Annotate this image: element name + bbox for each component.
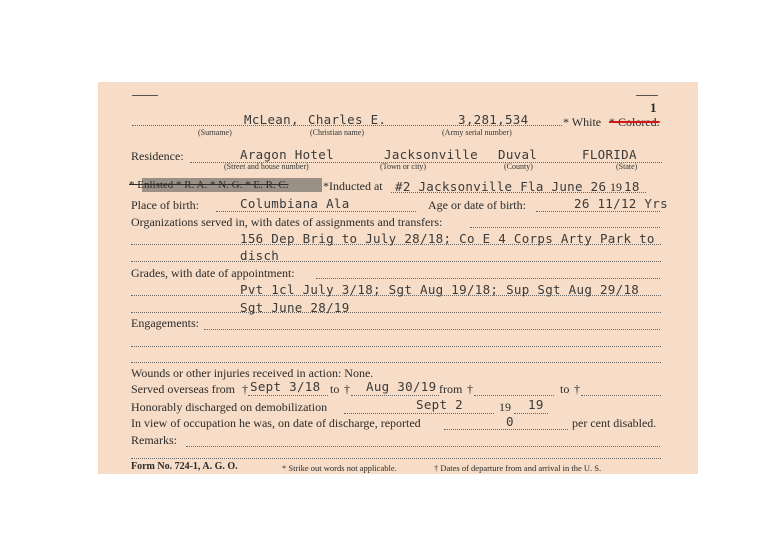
inducted-value: #2 Jacksonville Fla June 26 [395,179,607,194]
grades-line-2: Sgt June 28/19 [240,300,350,315]
card-number: 1 [650,100,657,115]
overseas-to-value: Aug 30/19 [366,379,437,394]
organizations-line-1: 156 Dep Brig to July 28/18; Co E 4 Corps Arty Park to [240,231,655,246]
footnote-strike-out: * Strike out words not applicable. [282,463,397,473]
overseas-to2-dotted-line [581,395,661,396]
organizations-line-2: disch [240,248,280,263]
organizations-dotted-line-3 [131,261,661,262]
discharge-year-prefix: 19 [499,400,511,414]
inducted-year-prefix: 19 [610,180,622,194]
overseas-to2-label: to [560,382,570,396]
inducted-label: *Inducted at [323,179,383,193]
grades-label: Grades, with date of appointment: [131,266,295,280]
race-white: * White [563,115,602,129]
disability-suffix: per cent disabled. [572,416,657,430]
organizations-dotted-line-1 [470,227,660,228]
residence-street: Aragon Hotel [240,147,334,162]
age-value: 26 11/12 Yrs [574,196,668,211]
top-right-rule [636,95,658,96]
disability-dotted-line [444,429,568,430]
race-colored-struck: * Colored. [609,115,660,129]
caption-county: (County) [504,162,533,171]
caption-christian-name: (Christian name) [310,128,364,137]
overseas-from2-dotted-line [474,395,554,396]
engagements-dotted-line-2 [131,346,661,347]
engagements-dotted-line-3 [131,362,661,363]
caption-street: (Street and house number) [224,162,309,171]
engagements-label: Engagements: [131,316,199,330]
engagements-dotted-line-1 [204,329,660,330]
discharge-label: Honorably discharged on demobilization [131,400,328,414]
overseas-to-dotted-line [351,395,439,396]
residence-county: Duval [498,147,538,162]
birthplace-label: Place of birth: [131,198,199,212]
overseas-from-value: Sept 3/18 [250,379,321,394]
overseas-label: Served overseas from [131,382,235,396]
age-label: Age or date of birth: [428,198,526,212]
disability-value: 0 [506,414,514,429]
birthplace-dotted-line [216,211,416,212]
remarks-dotted-line-2 [131,458,661,459]
disability-label: In view of occupation he was, on date of discharge, reported [131,416,421,430]
overseas-dagger-1: † [242,382,248,396]
overseas-dagger-3: † [467,382,473,396]
overseas-from-dotted-line [248,395,328,396]
overseas-from2-label: from [439,382,463,396]
caption-town: (Town or city) [380,162,427,171]
wounds-label: Wounds or other injuries received in action: None. [131,366,374,380]
age-dotted-line [536,211,660,212]
grades-dotted-line-1 [316,278,660,279]
surname-value: McLean, [244,112,299,127]
enlistment-type-struck: * Enlisted * R. A. * N. G. * E. R. C. [129,179,289,191]
caption-serial-number: (Army serial number) [442,128,512,137]
discharge-date-dotted-line [344,413,494,414]
grades-dotted-line-3 [131,312,661,313]
caption-state: (State) [616,162,638,171]
discharge-year: 19 [528,397,544,412]
footnote-dates: † Dates of departure from and arrival in the U. S. [434,463,602,473]
remarks-label: Remarks: [131,433,177,447]
caption-surname: (Surname) [198,128,232,137]
discharge-date: Sept 2 [416,397,463,412]
serial-number-value: 3,281,534 [458,112,529,127]
overseas-dagger-4: † [574,382,580,396]
remarks-dotted-line-1 [186,446,660,447]
form-number: Form No. 724-1, A. G. O. [131,461,238,472]
residence-label: Residence: [131,149,184,163]
organizations-label: Organizations served in, with dates of assignments and transfers: [131,215,443,229]
residence-state: FLORIDA [582,147,637,162]
top-left-rule [132,95,158,96]
birthplace-value: Columbiana Ala [240,196,350,211]
grades-line-1: Pvt 1cl July 3/18; Sgt Aug 19/18; Sup Sgt Aug 29/18 [240,282,640,297]
residence-town: Jacksonville [384,147,478,162]
discharge-year-dotted-line [514,413,548,414]
service-record-card [98,82,698,474]
overseas-to-label: to [330,382,340,396]
christian-name-value: Charles E. [308,112,387,127]
inducted-year: 18 [624,179,640,194]
overseas-dagger-2: † [344,382,350,396]
